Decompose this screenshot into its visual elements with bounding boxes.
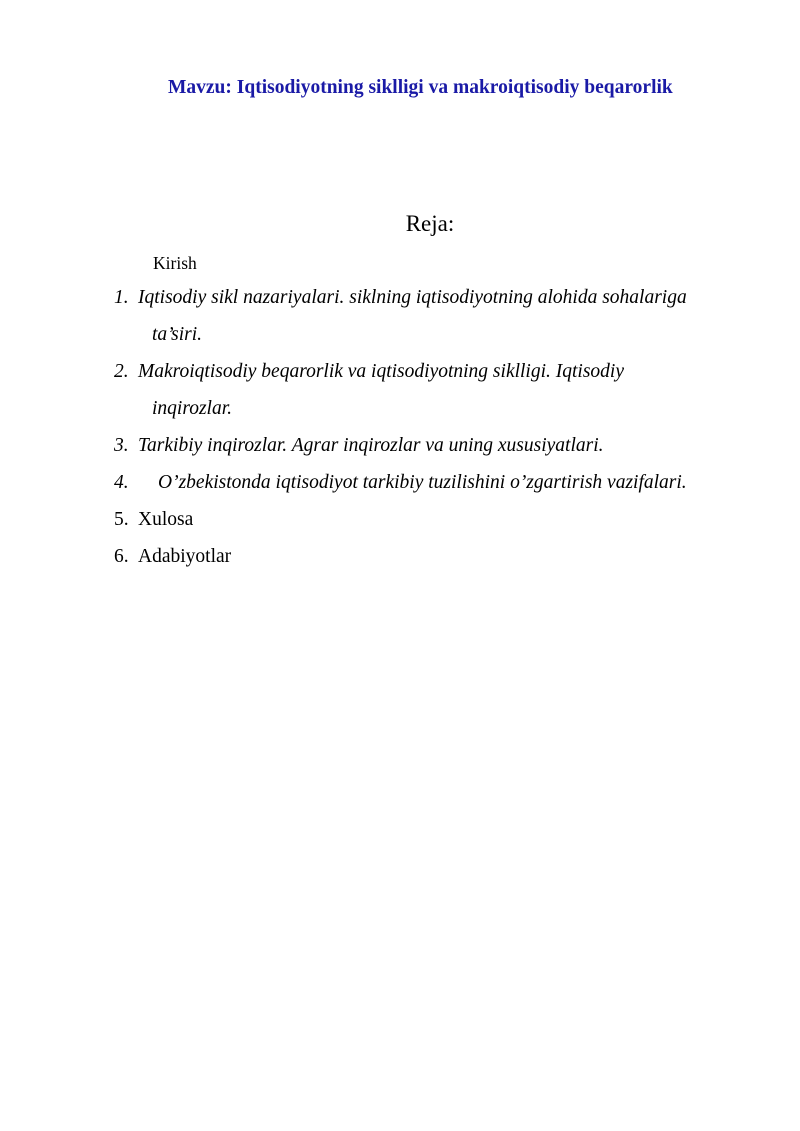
plan-item-number: 6. xyxy=(114,546,129,567)
plan-item-text: Makroiqtisodiy beqarorlik va iqtisodiyotning siklligi. Iqtisodiy xyxy=(138,361,625,382)
plan-item-number: 1. xyxy=(114,287,129,308)
plan-item-text: O’zbekistonda iqtisodiyot tarkibiy tuzilishini o’zgartirish vazifalari. xyxy=(158,472,687,493)
document-title: Mavzu: Iqtisodiyotning siklligi va makroiqtisodiy beqarorlik xyxy=(168,77,673,98)
plan-item-text: Xulosa xyxy=(138,509,194,530)
plan-heading: Reja: xyxy=(405,211,455,236)
plan-item-number: 4. xyxy=(114,472,129,493)
plan-item-number: 2. xyxy=(114,361,129,382)
plan-item-number: 5. xyxy=(114,509,129,530)
plan-item-continuation: ta’siri. xyxy=(152,324,203,345)
plan-item-text: Adabiyotlar xyxy=(138,546,232,567)
plan-item-text: Iqtisodiy sikl nazariyalari. siklning iqtisodiyotning alohida sohalariga xyxy=(138,287,687,308)
plan-item-text: Tarkibiy inqirozlar. Agrar inqirozlar va uning xususiyatlari. xyxy=(138,435,604,456)
plan-item-continuation: inqirozlar. xyxy=(152,398,233,419)
plan-item-number: 3. xyxy=(114,435,129,456)
plan-intro: Kirish xyxy=(153,253,197,273)
